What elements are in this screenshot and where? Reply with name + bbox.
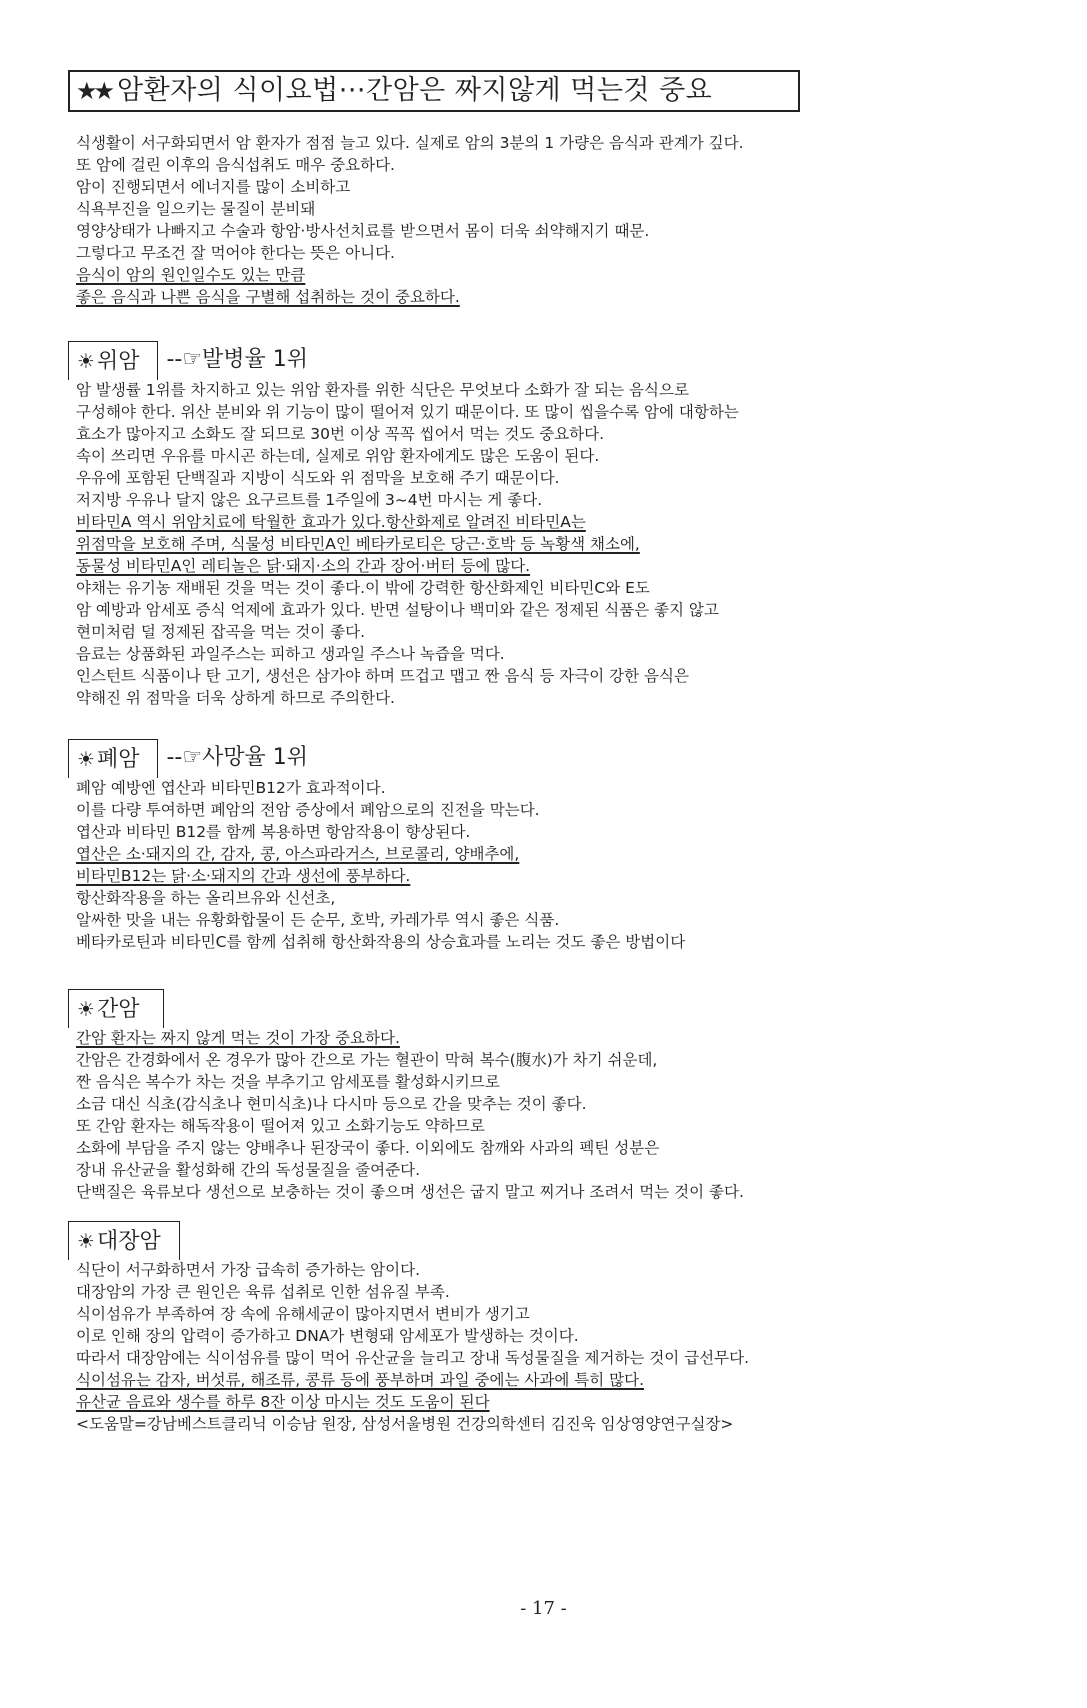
text-line: 음료는 상품화된 과일주스는 피하고 생과일 주스나 녹즙을 먹다. bbox=[76, 645, 505, 663]
text-line: 우유에 포함된 단백질과 지방이 식도와 위 점막을 보호해 주기 때문이다. bbox=[76, 469, 560, 487]
sun-icon: ☀ bbox=[77, 349, 95, 373]
section-body-colon bbox=[76, 1259, 1056, 1435]
text-line: 약해진 위 점막을 더욱 상하게 하므로 주의한다. bbox=[76, 689, 395, 707]
section-heading-liver bbox=[68, 989, 164, 1029]
text-line: 이로 인해 장의 압력이 증가하고 DNA가 변형돼 암세포가 발생하는 것이다. bbox=[76, 1327, 579, 1345]
star-icons: ★★ bbox=[76, 77, 112, 105]
section-title: 대장암 bbox=[96, 1229, 161, 1254]
text-line: 암 발생률 1위를 차지하고 있는 위암 환자를 위한 식단은 무엇보다 소화가 잘 되는 음식으로 bbox=[76, 381, 689, 399]
page-title-text: 암환자의 식이요법···간암은 짜지않게 먹는것 중요 bbox=[117, 75, 713, 106]
underlined-text-line: 엽산은 소·돼지의 간, 감자, 콩, 아스파라거스, 브로콜리, 양배추에, bbox=[76, 845, 520, 863]
page-title bbox=[68, 70, 800, 112]
text-line: 소화에 부담을 주지 않는 양배추나 된장국이 좋다. 이외에도 참깨와 사과의 펙틴 성분은 bbox=[76, 1139, 660, 1157]
credit-line: <도움말=강남베스트클리닉 이승남 원장, 삼성서울병원 건강의학센터 김진욱 임상영양연구실장> bbox=[76, 1415, 734, 1433]
text-line: 속이 쓰리면 우유를 마시곤 하는데, 실제로 위암 환자에게도 많은 도움이 된다. bbox=[76, 447, 600, 465]
text-line: 짠 음식은 복수가 차는 것을 부추기고 암세포를 활성화시키므로 bbox=[76, 1073, 500, 1091]
section-heading-colon bbox=[68, 1221, 180, 1261]
section-title: 위암 bbox=[96, 349, 140, 374]
section-title: 간암 bbox=[96, 997, 140, 1022]
text-line: 그렇다고 무조건 잘 먹어야 한다는 뜻은 아니다. bbox=[76, 244, 395, 262]
text-line: 단백질은 육류보다 생선으로 보충하는 것이 좋으며 생선은 굽지 말고 찌거나 조려서 먹는 것이 좋다. bbox=[76, 1183, 744, 1201]
text-line: 인스턴트 식품이나 탄 고기, 생선은 삼가야 하며 뜨겁고 맵고 짠 음식 등 자극이 강한 음식은 bbox=[76, 667, 689, 685]
text-line: 베타카로틴과 비타민C를 함께 섭취해 항산화작용의 상승효과를 노리는 것도 좋은 방법이다 bbox=[76, 933, 686, 951]
text-line: 암 예방과 암세포 증식 억제에 효과가 있다. 반면 설탕이나 백미와 같은 정제된 식품은 좋지 않고 bbox=[76, 601, 719, 619]
text-line: 식욕부진을 일으키는 물질이 분비돼 bbox=[76, 200, 316, 218]
section-subtitle: --☞사망율 1위 bbox=[166, 745, 309, 770]
section-title: 폐암 bbox=[96, 747, 140, 772]
underlined-text-line: 위점막을 보호해 주며, 식물성 비타민A인 베타카로티은 당근·호박 등 녹황색 채소에, bbox=[76, 535, 640, 553]
section-body-liver bbox=[76, 1027, 1056, 1203]
text-line: 구성해야 한다. 위산 분비와 위 기능이 많이 떨어져 있기 때문이다. 또 많이 씹을수록 암에 대항하는 bbox=[76, 403, 739, 421]
underlined-text-line: 비타민B12는 닭·소·돼지의 간과 생선에 풍부하다. bbox=[76, 867, 411, 885]
text-line: 효소가 많아지고 소화도 잘 되므로 30번 이상 꼭꼭 씹어서 먹는 것도 중요하다. bbox=[76, 425, 605, 443]
text-line: 이를 다량 투여하면 폐암의 전암 증상에서 폐암으로의 진전을 막는다. bbox=[76, 801, 540, 819]
page-number: - 17 - bbox=[520, 1598, 567, 1619]
text-line: 따라서 대장암에는 식이섬유를 많이 먹어 유산균을 늘리고 장내 독성물질을 제거하는 것이 급선무다. bbox=[76, 1349, 750, 1367]
sun-icon: ☀ bbox=[77, 747, 95, 771]
text-line: 또 암에 걸린 이후의 음식섭취도 매우 중요하다. bbox=[76, 156, 395, 174]
text-line: 간암은 간경화에서 온 경우가 많아 간으로 가는 혈관이 막혀 복수(腹水)가 차기 쉬운데, bbox=[76, 1051, 658, 1069]
underlined-text-line: 동물성 비타민A인 레티놀은 닭·돼지·소의 간과 장어·버터 등에 많다. bbox=[76, 557, 531, 575]
text-line: 알싸한 맛을 내는 유황화합물이 든 순무, 호박, 카레가루 역시 좋은 식품. bbox=[76, 911, 560, 929]
text-line: 폐암 예방엔 엽산과 비타민B12가 효과적이다. bbox=[76, 779, 386, 797]
section-body-stomach bbox=[76, 379, 1056, 709]
underlined-text-line: 비타민A 역시 위암치료에 탁월한 효과가 있다.항산화제로 알려진 비타민A는 bbox=[76, 513, 586, 531]
text-line: 항산화작용을 하는 올리브유와 신선초, bbox=[76, 889, 336, 907]
section-body-lung bbox=[76, 777, 1056, 953]
text-line: 식단이 서구화하면서 가장 급속히 증가하는 암이다. bbox=[76, 1261, 420, 1279]
intro-paragraph bbox=[76, 132, 1056, 308]
text-line: 또 간암 환자는 해독작용이 떨어져 있고 소화기능도 약하므로 bbox=[76, 1117, 485, 1135]
underlined-text-line: 식이섬유는 감자, 버섯류, 해조류, 콩류 등에 풍부하며 과일 중에는 사과에 특히 많다. bbox=[76, 1371, 645, 1389]
text-line: 소금 대신 식초(감식초나 현미식초)나 다시마 등으로 간을 맞추는 것이 좋다. bbox=[76, 1095, 587, 1113]
text-line: 야채는 유기농 재배된 것을 먹는 것이 좋다.이 밖에 강력한 항산화제인 비타민C와 E도 bbox=[76, 579, 650, 597]
text-line: 저지방 우유나 달지 않은 요구르트를 1주일에 3~4번 마시는 게 좋다. bbox=[76, 491, 543, 509]
underlined-text-line: 간암 환자는 짜지 않게 먹는 것이 가장 중요하다. bbox=[76, 1029, 400, 1047]
text-line: 대장암의 가장 큰 원인은 육류 섭취로 인한 섬유질 부족. bbox=[76, 1283, 450, 1301]
text-line: 현미처럼 덜 정제된 잡곡을 먹는 것이 좋다. bbox=[76, 623, 366, 641]
sun-icon: ☀ bbox=[77, 997, 95, 1021]
underlined-text-line: 유산균 음료와 생수를 하루 8잔 이상 마시는 것도 도움이 된다 bbox=[76, 1393, 490, 1411]
text-line: 영양상태가 나빠지고 수술과 항암·방사선치료를 받으면서 몸이 더욱 쇠약해지기 때문. bbox=[76, 222, 650, 240]
underlined-text-line: 좋은 음식과 나쁜 음식을 구별해 섭취하는 것이 중요하다. bbox=[76, 288, 460, 306]
underlined-text-line: 음식이 암의 원인일수도 있는 만큼 bbox=[76, 266, 306, 284]
sun-icon: ☀ bbox=[77, 1229, 95, 1253]
text-line: 식이섬유가 부족하여 장 속에 유해세균이 많아지면서 변비가 생기고 bbox=[76, 1305, 530, 1323]
section-heading-stomach bbox=[68, 341, 308, 381]
text-line: 식생활이 서구화되면서 암 환자가 점점 늘고 있다. 실제로 암의 3분의 1 가량은 음식과 관계가 깊다. bbox=[76, 134, 744, 152]
text-line: 엽산과 비타민 B12를 함께 복용하면 항암작용이 향상된다. bbox=[76, 823, 471, 841]
text-line: 장내 유산균을 활성화해 간의 독성물질을 줄여준다. bbox=[76, 1161, 420, 1179]
section-heading-lung bbox=[68, 739, 308, 779]
section-subtitle: --☞발병율 1위 bbox=[166, 347, 309, 372]
text-line: 암이 진행되면서 에너지를 많이 소비하고 bbox=[76, 178, 351, 196]
